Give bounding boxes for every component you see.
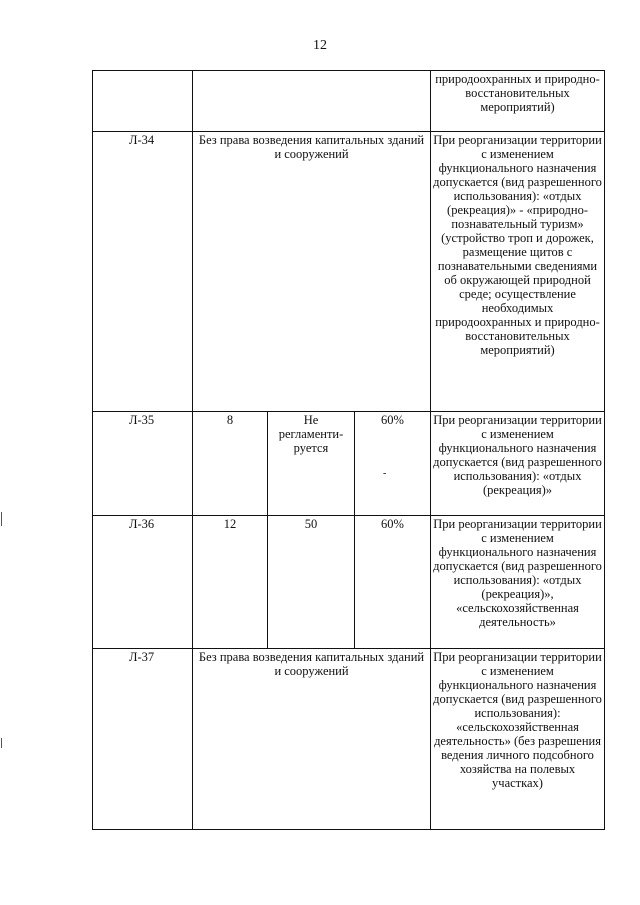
note-cell: природоохранных и природно-восстановительных мероприятий) bbox=[431, 71, 605, 132]
value-cell bbox=[355, 412, 431, 516]
table-row bbox=[93, 132, 605, 412]
value-cell: 60% bbox=[355, 516, 431, 649]
page-number: 12 bbox=[313, 38, 327, 53]
percent-value: 60% bbox=[381, 413, 404, 427]
regulation-merged-cell: Без права возведения капитальных зданий и сооружений bbox=[193, 132, 431, 412]
regulation-merged-cell bbox=[193, 71, 431, 132]
regulation-merged-cell: Без права возведения капитальных зданий и сооружений bbox=[193, 649, 431, 830]
dash-mark: - bbox=[383, 468, 387, 479]
note-cell: При реорганизации территории с изменением функционального назначения допускается (вид разрешенного использования): «сельскохозяйственная деятельность» (без разрешения ведения личного подсобного хозяйства на полевых участках) bbox=[431, 649, 605, 830]
table-row bbox=[93, 71, 605, 132]
note-cell: При реорганизации территории с изменением функционального назначения допускается (вид разрешенного использования): «отдых (рекреация)» - «природно-познавательный туризм» (устройство троп и дорожек, размещение щитов с познавательными сведениями об окружающей природной среде; осуществление необходимых природоохранных и природно-восстановительных мероприятий) bbox=[431, 132, 605, 412]
value-cell: 50 bbox=[268, 516, 355, 649]
table-row bbox=[93, 516, 605, 649]
regulations-table bbox=[92, 70, 605, 830]
value-cell: Не регламенти-руется bbox=[268, 412, 355, 516]
value-cell: 8 bbox=[193, 412, 268, 516]
scan-edge-mark bbox=[1, 738, 2, 748]
zone-code-cell: Л-35 bbox=[93, 412, 193, 516]
zone-code-cell: Л-34 bbox=[93, 132, 193, 412]
scan-edge-mark bbox=[1, 512, 2, 526]
zone-code-cell: Л-37 bbox=[93, 649, 193, 830]
table-row bbox=[93, 649, 605, 830]
note-cell: При реорганизации территории с изменением функционального назначения допускается (вид разрешенного использования): «отдых (рекреация)» bbox=[431, 412, 605, 516]
table-row bbox=[93, 412, 605, 516]
note-cell: При реорганизации территории с изменением функционального назначения допускается (вид разрешенного использования): «отдых (рекреация)», «сельскохозяйственная деятельность» bbox=[431, 516, 605, 649]
zone-code-cell: Л-36 bbox=[93, 516, 193, 649]
value-cell: 12 bbox=[193, 516, 268, 649]
zone-code-cell bbox=[93, 71, 193, 132]
